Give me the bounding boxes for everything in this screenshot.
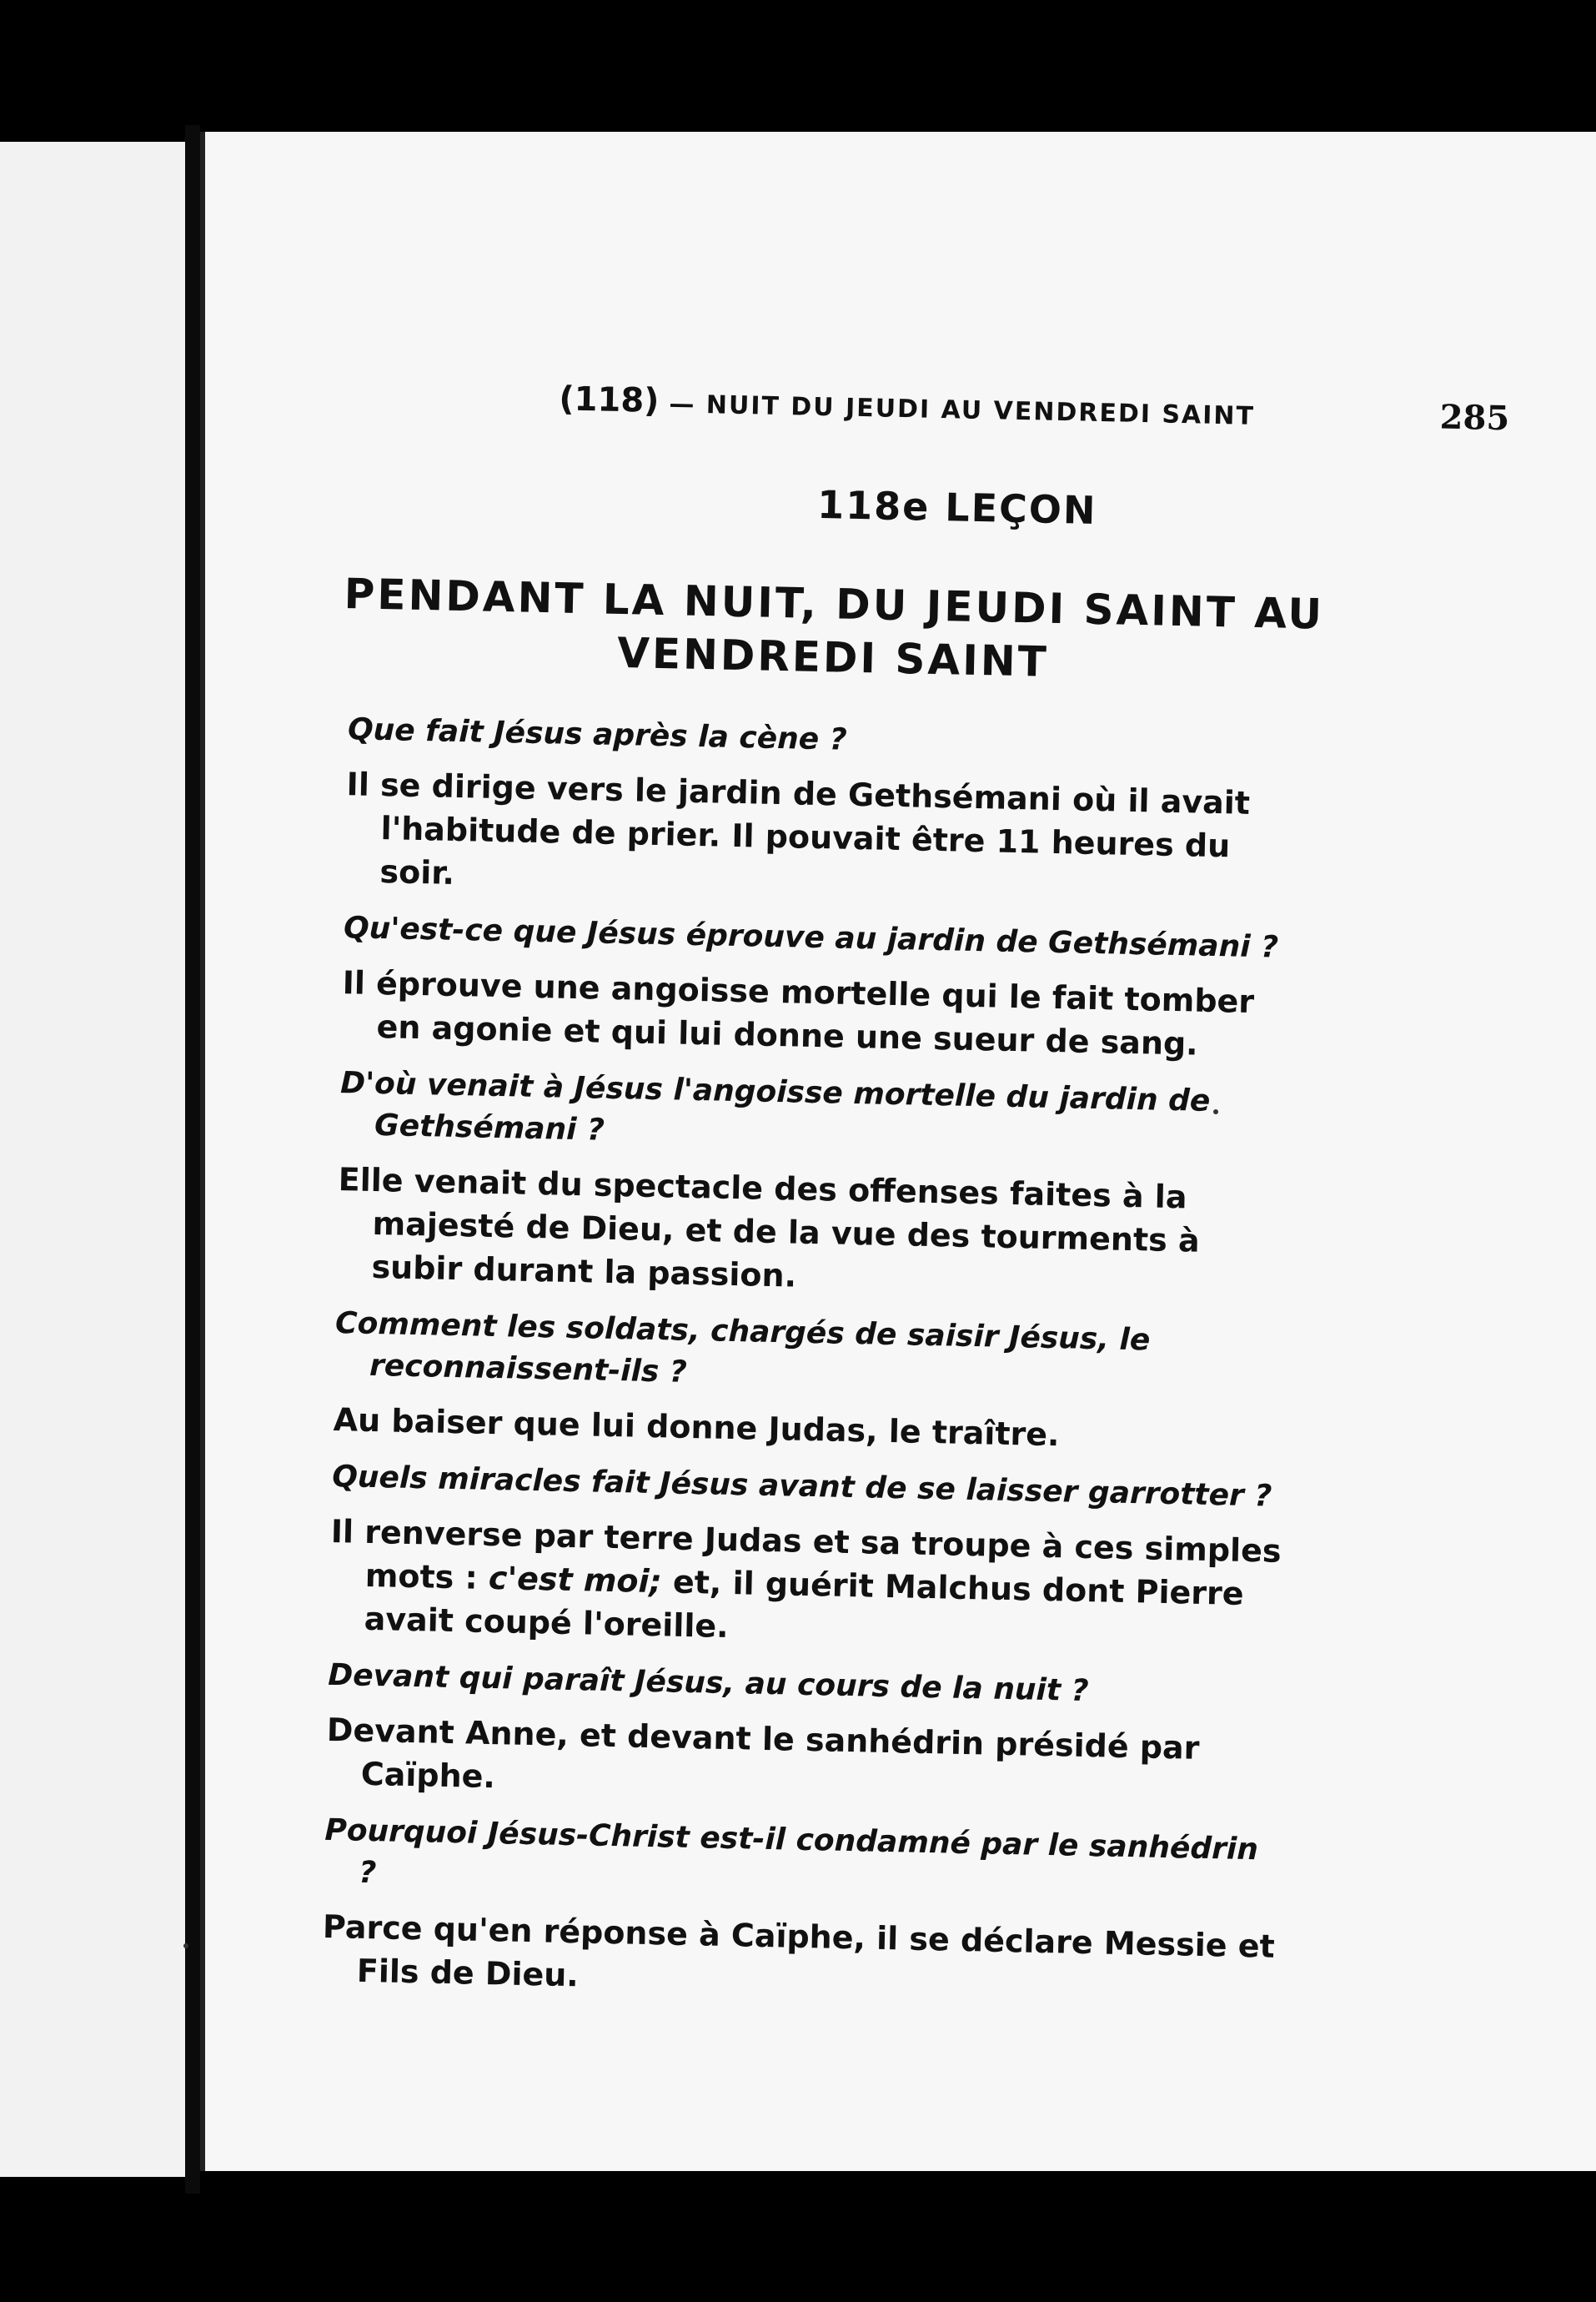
scan-speck	[183, 1943, 188, 1948]
answer: Il se dirige vers le jardin de Gethsémani où il avait l'habitude de prier. Il pouvait être 11 heures du soir.	[346, 766, 1251, 892]
facing-page-edge	[0, 142, 185, 2177]
lesson-number: 118e LEÇON	[816, 481, 1098, 533]
running-head	[559, 379, 1510, 438]
question: Comment les soldats, chargés de saisir Jésus, le reconnaissent-ils ?	[334, 1306, 1151, 1390]
running-head-title: — NUIT DU JEUDI AU VENDREDI SAINT	[669, 390, 1256, 431]
running-head-number: (118)	[558, 379, 660, 420]
question: Quels miracles fait Jésus avant de se laisser garrotter ?	[331, 1459, 1272, 1514]
answer-emphasis: c'est moi;	[488, 1559, 663, 1601]
answer: Parce qu'en réponse à Caïphe, il se déclare Messie et Fils de Dieu.	[322, 1907, 1276, 1994]
question: Que fait Jésus après la cène ?	[347, 712, 847, 757]
scan-speck	[1213, 1109, 1218, 1114]
question-answer-list	[321, 709, 1307, 2012]
answer-text: Il renverse par terre Judas et sa troupe à ces simples mots :	[330, 1512, 1282, 1596]
book-gutter	[185, 125, 200, 2194]
answer: Devant Anne, et devant le sanhédrin présidé par Caïphe.	[326, 1711, 1200, 1796]
answer: Au baiser que lui donne Judas, le traître.	[333, 1400, 1060, 1454]
answer-text: et, il guérit Malchus dont Pierre avait coupé l'oreille.	[364, 1563, 1245, 1645]
question: Pourquoi Jésus-Christ est-il condamné par le sanhédrin ?	[324, 1812, 1259, 1891]
question: D'où venait à Jésus l'angoisse mortelle du jardin de Gethsémani ?	[339, 1066, 1211, 1148]
answer	[329, 1510, 1290, 1660]
answer: Elle venait du spectacle des offenses faites à la majesté de Dieu, et de la vue des tourments à subir durant la passion.	[338, 1161, 1201, 1294]
page-number: 285	[1439, 397, 1510, 439]
page-content	[271, 374, 1547, 2017]
answer: Il éprouve une angoisse mortelle qui le fait tomber en agonie et qui lui donne une sueur de sang.	[342, 964, 1255, 1063]
book-page	[200, 132, 1596, 2171]
question: Devant qui paraît Jésus, au cours de la nuit ?	[327, 1657, 1089, 1709]
lesson-title: PENDANT LA NUIT, DU JEUDI SAINT AU VENDREDI SAINT	[344, 570, 1325, 686]
question: Qu'est-ce que Jésus éprouve au jardin de Gethsémani ?	[343, 911, 1279, 965]
